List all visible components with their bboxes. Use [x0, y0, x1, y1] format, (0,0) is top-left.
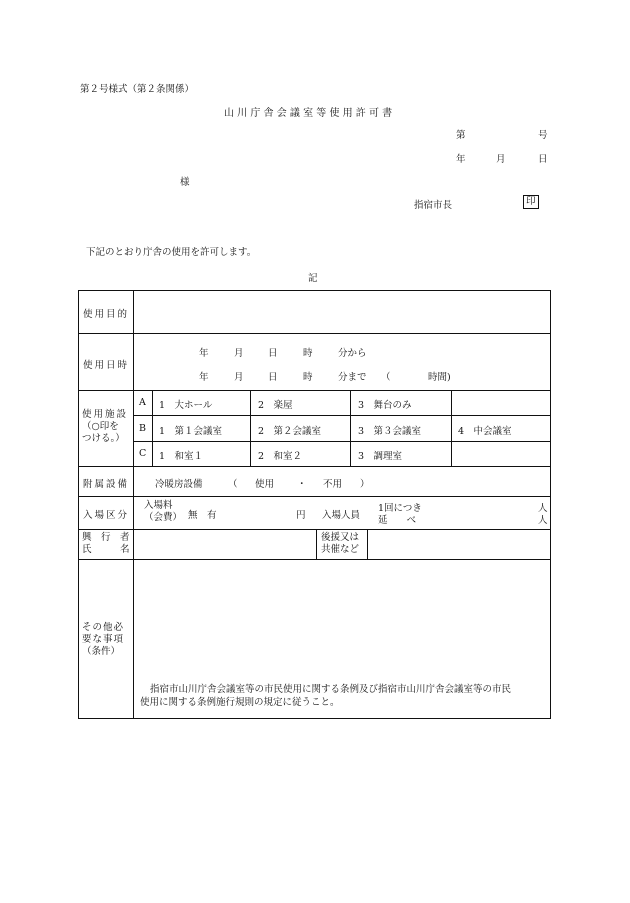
facility-row-a-letter: A	[139, 397, 146, 408]
equipment-close: ）	[360, 479, 370, 490]
entry-label: 入場区分	[83, 510, 130, 521]
equipment-name: 冷暖房設備	[155, 479, 203, 490]
datetime-label: 使用日時	[83, 360, 130, 371]
number-dai: 第	[456, 130, 466, 141]
facility-b3[interactable]: 3 第３会議室	[358, 426, 422, 437]
people-label: 入場人員	[322, 510, 361, 521]
until-month: 月	[234, 372, 244, 383]
ki-heading: 記	[308, 273, 318, 284]
from-minute: 分から	[338, 348, 367, 359]
facility-c1[interactable]: 1 和室１	[159, 451, 204, 462]
sponsor-field[interactable]	[369, 531, 549, 558]
facility-row-c-letter: C	[139, 448, 147, 459]
other-label: その他必 要な事項 （条件）	[82, 622, 125, 657]
facility-b1[interactable]: 1 第１会議室	[159, 426, 223, 437]
equipment-open: （	[228, 479, 238, 490]
facility-c2[interactable]: 2 和室２	[258, 451, 303, 462]
date-year: 年	[456, 154, 466, 165]
intro-text: 下記のとおり庁舎の使用を許可します。	[86, 247, 257, 258]
facility-b4[interactable]: 4 中会議室	[458, 426, 512, 437]
until-minute: 分まで	[338, 372, 367, 383]
purpose-field[interactable]	[135, 292, 548, 332]
equipment-use[interactable]: 使用	[255, 479, 275, 490]
total-label: 延 べ	[378, 515, 417, 526]
seal-mark	[523, 195, 539, 209]
purpose-label: 使用目的	[83, 309, 130, 320]
date-day: 日	[538, 154, 548, 165]
facility-c3[interactable]: 3 調理室	[358, 451, 403, 462]
facility-a1[interactable]: 1 大ホール	[159, 400, 213, 411]
promoter-field[interactable]	[135, 531, 315, 558]
facility-label: 使用施設 （○印を つける。）	[82, 409, 129, 444]
addressee-sama: 様	[180, 177, 190, 188]
total-person: 人	[538, 515, 548, 526]
from-month: 月	[234, 348, 244, 359]
hours-open: （	[381, 372, 391, 383]
facility-b2[interactable]: 2 第２会議室	[258, 426, 322, 437]
promoter-label: 興 行 者 氏 名	[82, 532, 130, 555]
mayor-title: 指宿市長	[414, 200, 453, 211]
per-time-label: 1回につき	[378, 503, 422, 514]
until-year: 年	[199, 372, 209, 383]
fee-yen: 円	[296, 510, 306, 521]
other-conditions-text: 指宿市山川庁舎会議室等の市民使用に関する条例及び指宿市山川庁舎会議室等の市民 使用に関する条例施行規則の規定に従うこと。	[140, 684, 512, 708]
until-hour: 時	[303, 372, 313, 383]
per-time-person: 人	[538, 503, 548, 514]
document-title: 山 川 庁 舎 会 議 室 等 使 用 許 可 書	[224, 108, 393, 119]
date-month: 月	[496, 154, 506, 165]
facility-a3[interactable]: 3 舞台のみ	[358, 400, 412, 411]
facility-row-b-letter: B	[139, 423, 146, 434]
number-go: 号	[538, 130, 548, 141]
form-number: 第２号様式（第２条関係）	[80, 84, 195, 95]
from-year: 年	[199, 348, 209, 359]
from-hour: 時	[303, 348, 313, 359]
equipment-dot: ・	[297, 479, 307, 490]
sponsor-label: 後援又は 共催など	[321, 532, 360, 555]
until-day: 日	[268, 372, 278, 383]
hours-close: 時間)	[428, 372, 451, 383]
equipment-label: 附属設備	[83, 479, 130, 490]
equipment-nouse[interactable]: 不用	[323, 479, 343, 490]
from-day: 日	[268, 348, 278, 359]
seal-text: 印	[523, 195, 539, 209]
fee-value[interactable]: 無 有	[188, 510, 217, 521]
fee-label: 入場料 （会費）	[144, 500, 183, 523]
facility-a2[interactable]: 2 楽屋	[258, 400, 293, 411]
